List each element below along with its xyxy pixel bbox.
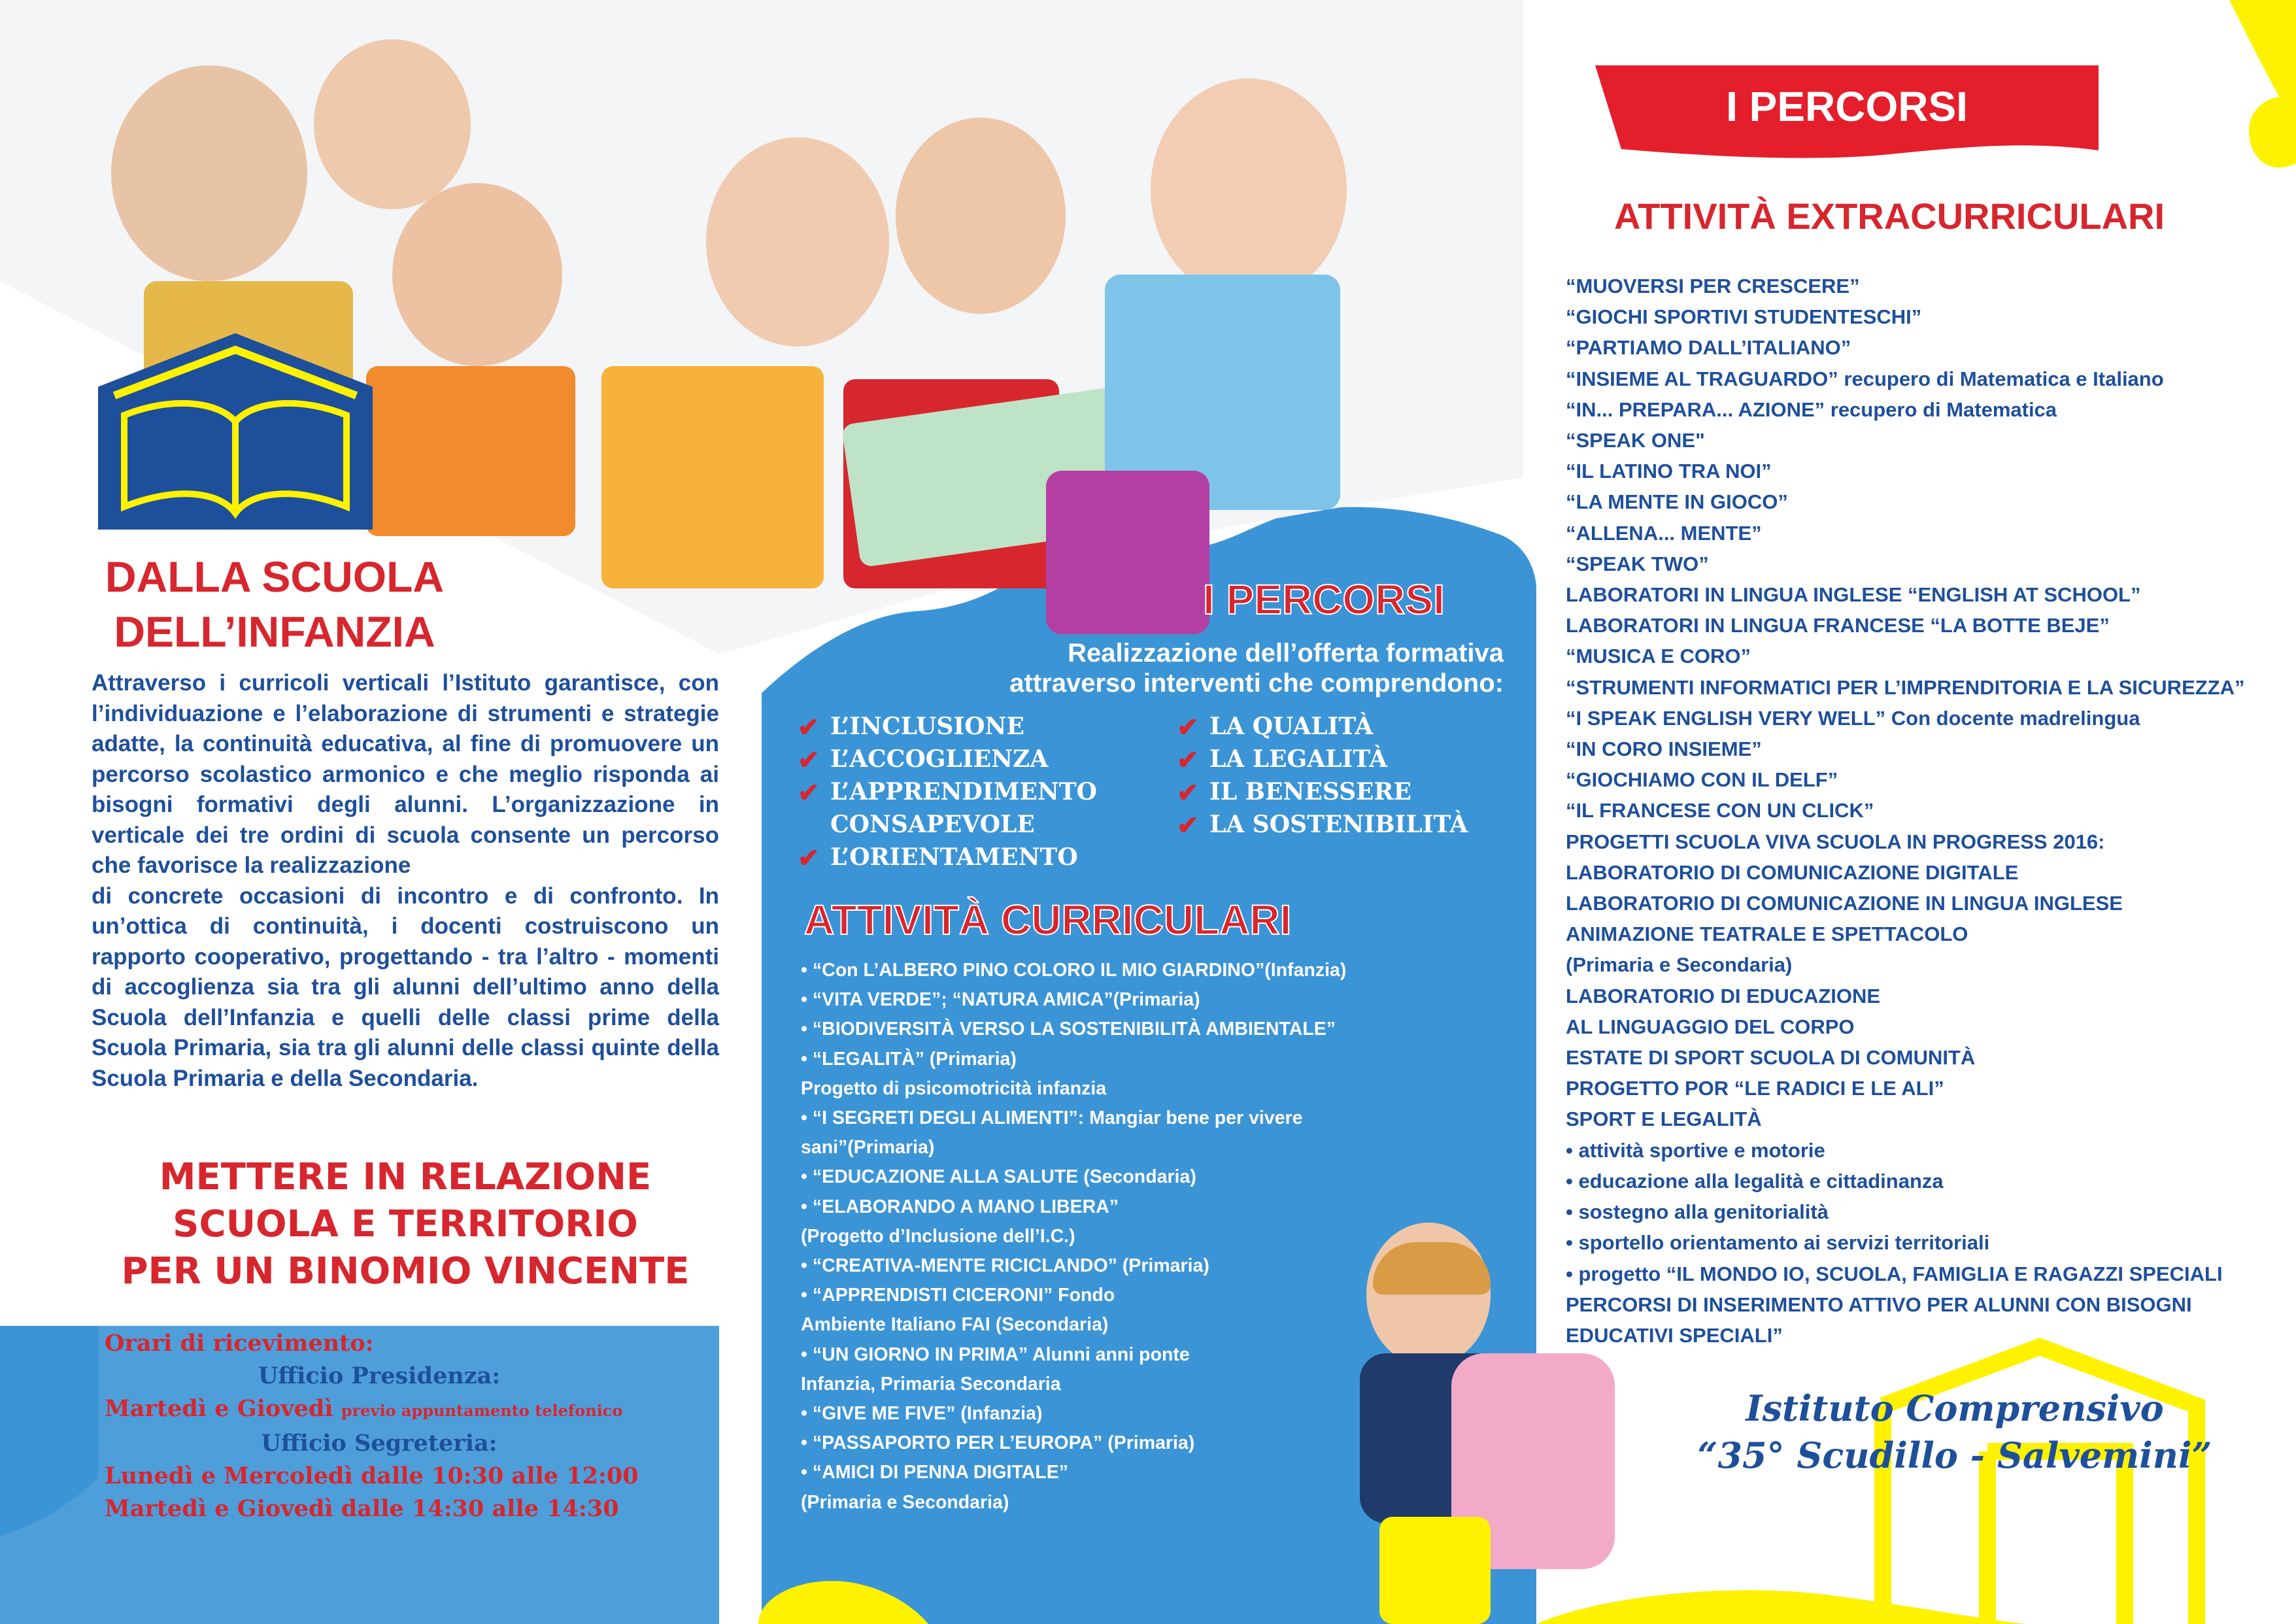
list-item: “ALLENA... MENTE” xyxy=(1566,521,1762,545)
pillar-item: ✔ L’APPRENDIMENTO xyxy=(798,777,1097,808)
check-icon: ✔ xyxy=(1177,712,1199,743)
list-item: EDUCATIVI SPECIALI” xyxy=(1566,1323,1783,1347)
list-item: “IL LATINO TRA NOI” xyxy=(1566,460,1772,483)
list-item: • attività sportive e motorie xyxy=(1566,1138,1825,1162)
pillar-item: ✔ LA SOSTENIBILITÀ xyxy=(1177,810,1468,841)
list-item: • educazione alla legalità e cittadinanza xyxy=(1566,1169,1944,1193)
list-item: • “PASSAPORTO PER L’EUROPA” (Primaria) xyxy=(801,1432,1195,1454)
office2-line2: Martedì e Giovedì dalle 14:30 alle 14:30 xyxy=(105,1495,619,1522)
curricular-title: ATTIVITÀ CURRICULARI xyxy=(804,896,1292,943)
left-title: DALLA SCUOLA DELL’INFANZIA xyxy=(105,552,445,656)
list-item: “PARTIAMO DALL’ITALIANO” xyxy=(1566,336,1851,360)
pillar-item: ✔ L’ORIENTAMENTO xyxy=(798,843,1078,873)
list-item: • “I SEGRETI DEGLI ALIMENTI”: Mangiar bene per vivere xyxy=(801,1108,1303,1129)
list-item: “IN... PREPARA... AZIONE” recupero di Matematica xyxy=(1566,398,2057,421)
slogan: METTERE IN RELAZIONE SCUOLA E TERRITORIO PER UN BINOMIO VINCENTE xyxy=(121,1156,690,1293)
list-item: Progetto di psicomotricità infanzia xyxy=(801,1077,1107,1099)
list-item: LABORATORI IN LINGUA INGLESE “ENGLISH AT SCHOOL” xyxy=(1566,583,2141,607)
pillars-right xyxy=(1177,710,1468,841)
list-item: • “ELABORANDO A MANO LIBERA” xyxy=(801,1196,1119,1217)
list-item: (Progetto d’Inclusione dell’I.C.) xyxy=(801,1225,1075,1247)
list-item: Ambiente Italiano FAI (Secondaria) xyxy=(801,1314,1109,1336)
pillar-item: ✔ LA QUALITÀ xyxy=(1177,712,1374,743)
check-icon: ✔ xyxy=(798,777,820,808)
list-item: PERCORSI DI INSERIMENTO ATTIVO PER ALUNNI CON BISOGNI xyxy=(1566,1293,2192,1316)
office-hours xyxy=(105,1327,654,1525)
check-icon: ✔ xyxy=(1177,777,1199,808)
pillar-item: ✔ LA LEGALITÀ xyxy=(1177,745,1388,775)
list-item: “INSIEME AL TRAGUARDO” recupero di Matematica e Italiano xyxy=(1566,367,2164,390)
list-item: ANIMAZIONE TEATRALE E SPETTACOLO xyxy=(1566,922,1968,946)
list-item: • “EDUCAZIONE ALLA SALUTE (Secondaria) xyxy=(801,1166,1196,1188)
list-item: “GIOCHIAMO CON IL DELF” xyxy=(1566,768,1838,792)
check-icon: ✔ xyxy=(1177,810,1199,841)
list-item: • “GIVE ME FIVE” (Infanzia) xyxy=(801,1403,1043,1425)
list-item: • “UN GIORNO IN PRIMA” Alunni anni ponte xyxy=(801,1344,1190,1365)
list-item: “GIOCHI SPORTIVI STUDENTESCHI” xyxy=(1566,305,1922,329)
right-banner-title: I PERCORSI xyxy=(1726,83,1968,130)
school-name: Istituto Comprensivo “35° Scudillo - Salvemini” xyxy=(1697,1387,2212,1476)
list-item: sani”(Primaria) xyxy=(801,1137,935,1159)
list-item: • sostegno alla genitorialità xyxy=(1566,1200,1829,1224)
office2-line1: Lunedì e Mercoledì dalle 10:30 alle 12:00 xyxy=(105,1463,639,1489)
list-item: • “APPRENDISTI CICERONI” Fondo xyxy=(801,1285,1115,1306)
extracurricular-title: ATTIVITÀ EXTRACURRICULARI xyxy=(1613,195,2165,237)
list-item: • “Con L’ALBERO PINO COLORO IL MIO GIARDINO”(Infanzia) xyxy=(801,960,1347,981)
list-item: “MUOVERSI PER CRESCERE” xyxy=(1566,275,1860,297)
check-icon: ✔ xyxy=(798,745,820,775)
list-item: LABORATORI IN LINGUA FRANCESE “LA BOTTE BEJE” xyxy=(1566,614,2110,637)
list-item: LABORATORIO DI COMUNICAZIONE IN LINGUA INGLESE xyxy=(1566,892,2123,915)
list-item: PROGETTI SCUOLA VIVA SCUOLA IN PROGRESS 2016: xyxy=(1566,830,2105,853)
list-item: “MUSICA E CORO” xyxy=(1566,645,1751,668)
list-item: “IL FRANCESE CON UN CLICK” xyxy=(1566,799,1874,822)
list-item: • “CREATIVA-MENTE RICICLANDO” (Primaria) xyxy=(801,1255,1209,1277)
list-item: • sportello orientamento ai servizi territoriali xyxy=(1566,1231,1990,1255)
pillar-item: ✔ L’INCLUSIONE xyxy=(798,712,1024,743)
pillars-left xyxy=(798,710,1097,873)
list-item: “I SPEAK ENGLISH VERY WELL” Con docente madrelingua xyxy=(1566,706,2140,730)
list-item: • “VITA VERDE”; “NATURA AMICA”(Primaria) xyxy=(801,989,1200,1011)
list-item: “STRUMENTI INFORMATICI PER L’IMPRENDITORIA E LA SICUREZZA” xyxy=(1566,675,2245,699)
pillar-item: ✔ L’ACCOGLIENZA xyxy=(798,745,1049,775)
list-item: LABORATORIO DI COMUNICAZIONE DIGITALE xyxy=(1566,860,2019,884)
list-item: • progetto “IL MONDO IO, SCUOLA, FAMIGLIA E RAGAZZI SPECIALI xyxy=(1566,1262,2223,1285)
pillar-item: ✔ IL BENESSERE xyxy=(1177,777,1411,808)
list-item: • “BIODIVERSITÀ VERSO LA SOSTENIBILITÀ AMBIENTALE” xyxy=(801,1019,1336,1040)
list-item: “SPEAK TWO” xyxy=(1566,552,1709,575)
list-item: Infanzia, Primaria Secondaria xyxy=(801,1373,1061,1395)
school-house-logo-icon xyxy=(88,330,382,536)
office1-label: Ufficio Presidenza: xyxy=(258,1362,501,1389)
list-item: AL LINGUAGGIO DEL CORPO xyxy=(1566,1015,1855,1038)
center-intro: Realizzazione dell’offerta formativa attraverso interventi che comprendono: xyxy=(1009,639,1504,698)
center-title: I PERCORSI xyxy=(1203,576,1445,623)
curricular-list xyxy=(801,956,1389,1517)
list-item: ESTATE DI SPORT SCUOLA DI COMUNITÀ xyxy=(1566,1046,1976,1070)
list-item: (Primaria e Secondaria) xyxy=(1566,953,1793,977)
pillar-item-continued: CONSAPEVOLE xyxy=(830,811,1035,838)
list-item: • “AMICI DI PENNA DIGITALE” xyxy=(801,1462,1068,1483)
list-item: “LA MENTE IN GIOCO” xyxy=(1566,490,1788,514)
list-item: • “LEGALITÀ” (Primaria) xyxy=(801,1048,1017,1070)
extracurricular-list xyxy=(1566,271,2259,1351)
list-item: “SPEAK ONE" xyxy=(1566,429,1705,452)
check-icon: ✔ xyxy=(798,843,820,873)
check-icon: ✔ xyxy=(1177,745,1199,775)
hours-heading: Orari di ricevimento: xyxy=(105,1330,374,1357)
left-body-text: Attraverso i curricoli verticali l’Istituto garantisce, con l’individuazione e l’elaborazione di strumenti e strategie adatte, la continuità educativa, al fine di promuovere un percorso scolastico armonico e che meglio risponda ai bisogni formativi degli alunni. L’organizzazione in verticale dei tre ordini di scuola consente un percorso che favorisce la realizzazione di concrete occasioni di incontro e di confronto. In un’ottica di continuità, i docenti costruiscono un rapporto cooperativo, progettando - tra l’altro - momenti di accoglienza sia tra gli alunni dell’ultimo anno della Scuola dell’Infanzia e quelli delle classi prime della Scuola Primaria, sia tra gli alunni delle classi quinte della Scuola Primaria e della Secondaria. xyxy=(92,670,719,1091)
list-item: (Primaria e Secondaria) xyxy=(801,1491,1009,1513)
yellow-accent-right xyxy=(2249,96,2296,167)
office1-days: Martedì e Giovedì previo appuntamento telefonico xyxy=(105,1395,623,1422)
office2-label: Ufficio Segreteria: xyxy=(261,1430,498,1457)
list-item: PROGETTO POR “LE RADICI E LE ALI” xyxy=(1566,1077,1944,1100)
check-icon: ✔ xyxy=(798,712,820,743)
list-item: LABORATORIO DI EDUCAZIONE xyxy=(1566,984,1881,1007)
list-item: “IN CORO INSIEME” xyxy=(1566,737,1762,761)
list-item: SPORT E LEGALITÀ xyxy=(1566,1108,1762,1131)
